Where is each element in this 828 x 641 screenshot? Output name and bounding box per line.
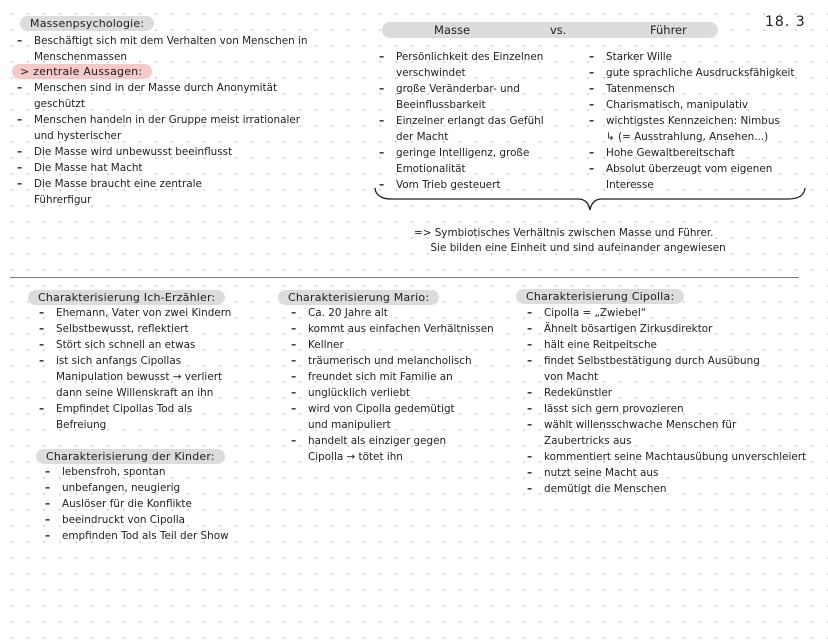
kinder-item: – unbefangen, neugierig: [42, 480, 282, 496]
mario-item: – Kellner: [288, 337, 516, 353]
mario-item: – Ca. 20 Jahre alt: [288, 305, 516, 321]
intro-list: [14, 33, 354, 65]
kinder-list: [42, 464, 282, 544]
page-date: 18. 3: [765, 14, 806, 30]
kinder-title: Charakterisierung der Kinder:: [36, 449, 225, 464]
cipolla-item: – Ähnelt bösartigen Zirkusdirektor: [524, 321, 824, 337]
fuehrer-item: – wichtigstes Kennzeichen: Nimbus ↳ (= Ausstrahlung, Ansehen...): [586, 113, 824, 145]
mario-list: [288, 305, 516, 465]
mario-item: – wird von Cipolla gedemütigt und manipuliert: [288, 401, 516, 433]
masse-item: – Vom Trieb gesteuert: [376, 177, 586, 193]
mario-item: – freundet sich mit Familie an: [288, 369, 516, 385]
erzaehler-item: – Empfindet Cipollas Tod als Befreiung: [36, 401, 276, 433]
fuehrer-item: – Tatenmensch: [586, 81, 824, 97]
erzaehler-title: Charakterisierung Ich-Erzähler:: [28, 290, 225, 305]
masse-item: – geringe Intelligenz, große Emotionalität: [376, 145, 586, 177]
cipolla-item: – findet Selbstbestätigung durch Ausübung von Macht: [524, 353, 824, 385]
fuehrer-label: Führer: [650, 23, 687, 37]
mario-title: Charakterisierung Mario:: [278, 290, 439, 305]
mario-item: – handelt als einziger gegen Cipolla → tötet ihn: [288, 433, 516, 465]
fuehrer-item: – Hohe Gewaltbereitschaft: [586, 145, 824, 161]
cipolla-item: – nutzt seine Macht aus: [524, 465, 824, 481]
intro-title: Massenpsychologie:: [20, 16, 154, 31]
erzaehler-item: – Stört sich schnell an etwas: [36, 337, 276, 353]
brace-icon: [372, 186, 808, 214]
erzaehler-item: – Ehemann, Vater von zwei Kindern: [36, 305, 276, 321]
cipolla-item: – wählt willensschwache Menschen für Zaubertricks aus: [524, 417, 824, 449]
cipolla-title: Charakterisierung Cipolla:: [516, 289, 684, 304]
cipolla-item: – lässt sich gern provozieren: [524, 401, 824, 417]
masse-list: [376, 49, 586, 193]
comparison-header: [382, 22, 718, 38]
kinder-item: – lebensfroh, spontan: [42, 464, 282, 480]
fuehrer-list: [586, 49, 824, 193]
aussage-item: – Menschen sind in der Masse durch Anonymität geschützt: [14, 80, 354, 112]
mario-item: – kommt aus einfachen Verhältnissen: [288, 321, 516, 337]
aussagen-heading: > zentrale Aussagen:: [12, 64, 152, 79]
cipolla-item: – Cipolla = „Zwiebel“: [524, 305, 824, 321]
mario-item: – träumerisch und melancholisch: [288, 353, 516, 369]
fuehrer-item: – gute sprachliche Ausdrucksfähigkeit: [586, 65, 824, 81]
erzaehler-list: [36, 305, 276, 433]
kinder-item: – beeindruckt von Cipolla: [42, 512, 282, 528]
cipolla-item: – kommentiert seine Machtausübung unverschleiert: [524, 449, 824, 465]
conclusion-text: => Symbiotisches Verhältnis zwischen Masse und Führer. Sie bilden eine Einheit und sind aufeinander angewiesen: [414, 227, 726, 254]
aussage-item: – Menschen handeln in der Gruppe meist irrationaler und hysterischer: [14, 112, 354, 144]
aussage-item: – Die Masse wird unbewusst beeinflusst: [14, 144, 354, 160]
aussagen-list: [14, 80, 354, 208]
fuehrer-item: – Charismatisch, manipulativ: [586, 97, 824, 113]
aussage-item: – Die Masse hat Macht: [14, 160, 354, 176]
section-divider: [10, 277, 799, 278]
mario-item: – unglücklich verliebt: [288, 385, 516, 401]
vs-label: vs.: [550, 23, 567, 37]
fuehrer-item: – Starker Wille: [586, 49, 824, 65]
cipolla-item: – demütigt die Menschen: [524, 481, 824, 497]
cipolla-list: [524, 305, 824, 497]
intro-item: – Beschäftigt sich mit dem Verhalten von Menschen in Menschenmassen: [14, 33, 354, 65]
masse-label: Masse: [434, 23, 471, 37]
aussage-item: – Die Masse braucht eine zentrale Führerfigur: [14, 176, 354, 208]
cipolla-item: – hält eine Reitpeitsche: [524, 337, 824, 353]
erzaehler-item: – Selbstbewusst, reflektiert: [36, 321, 276, 337]
fuehrer-item: – Absolut überzeugt vom eigenen Interesse: [586, 161, 824, 193]
masse-item: – große Veränderbar- und Beeinflussbarkeit: [376, 81, 586, 113]
masse-item: – Einzelner erlangt das Gefühl der Macht: [376, 113, 586, 145]
erzaehler-item: – ist sich anfangs Cipollas Manipulation bewusst → verliert dann seine Willenskraft an ihn: [36, 353, 276, 401]
masse-item: – Persönlichkeit des Einzelnen verschwindet: [376, 49, 586, 81]
kinder-item: – Auslöser für die Konflikte: [42, 496, 282, 512]
kinder-item: – empfinden Tod als Teil der Show: [42, 528, 282, 544]
cipolla-item: – Redekünstler: [524, 385, 824, 401]
